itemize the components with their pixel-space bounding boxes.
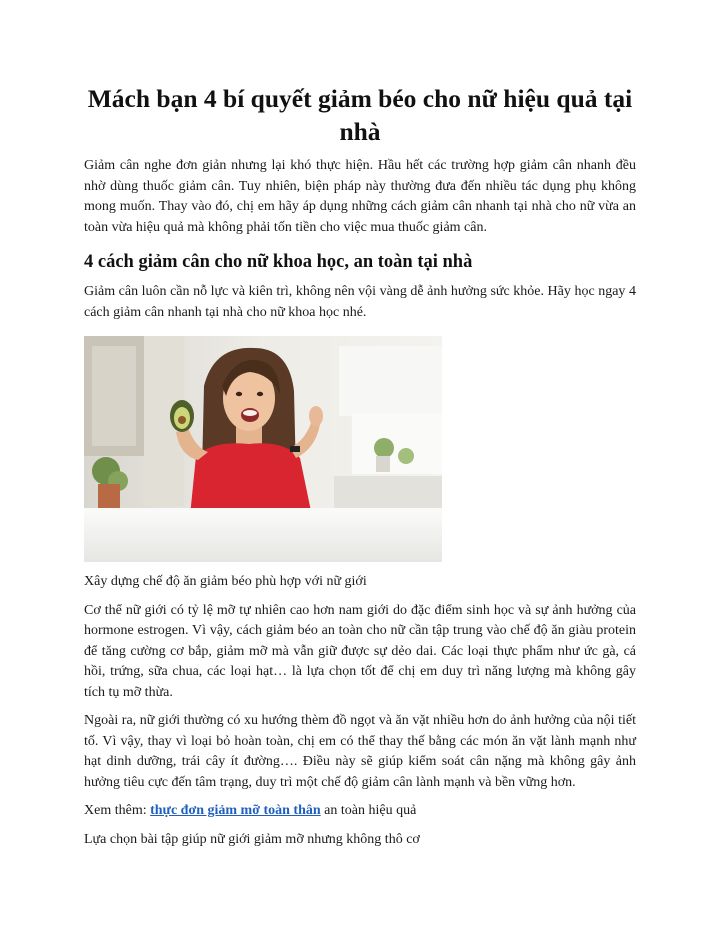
see-more-link[interactable]: thực đơn giảm mỡ toàn thân	[150, 803, 321, 818]
next-subheading: Lựa chọn bài tập giúp nữ giới giảm mỡ nhưng không thô cơ	[84, 831, 420, 847]
intro-paragraph: Giảm cân nghe đơn giản nhưng lại khó thực hiện. Hầu hết các trường hợp giảm cân nhanh đều nhờ dùng thuốc giảm cân. Tuy nhiên, biện pháp này thường đưa đến nhiều tác dụng phụ không mong muốn. Thay vào đó, chị em hãy áp dụng những cách giảm cân nhanh tại nhà cho nữ vừa an toàn vừa hiệu quả mà không phải tốn tiền cho việc mua thuốc giảm cân.	[84, 158, 636, 235]
page-title: Mách bạn 4 bí quyết giảm béo cho nữ hiệu quả tại nhà	[87, 84, 633, 146]
section-heading: 4 cách giảm cân cho nữ khoa học, an toàn tại nhà	[84, 252, 473, 272]
paragraph-2: Ngoài ra, nữ giới thường có xu hướng thèm đồ ngọt và ăn vặt nhiều hơn do ảnh hưởng của nội tiết tố. Vì vậy, thay vì loại bỏ hoàn toàn, chị em có thể thay thế bằng các món ăn vặt lành mạnh như hạt dinh dưỡng, trái cây ít đường…. Điều này sẽ giúp kiểm soát cân nặng mà không gây ảnh hưởng tiêu cực đến tâm trạng, duy trì một chế độ giảm cân lành mạnh và bền vững hơn.	[84, 713, 636, 790]
paragraph-1: Cơ thể nữ giới có tỷ lệ mỡ tự nhiên cao hơn nam giới do đặc điểm sinh học và sự ảnh hưởng của hormone estrogen. Vì vậy, cách giảm béo an toàn cho nữ cần tập trung vào chế độ ăn giàu protein để tăng cường cơ bắp, giảm mỡ mà vẫn giữ được sự dẻo dai. Các loại thực phẩm như ức gà, cá hồi, trứng, sữa chua, các loại hạt… là lựa chọn tốt để chị em duy trì năng lượng mà không gây tích tụ mỡ thừa.	[84, 602, 636, 700]
see-more-suffix: an toàn hiệu quả	[324, 803, 417, 818]
image-caption: Xây dựng chế độ ăn giảm béo phù hợp với nữ giới	[84, 574, 367, 589]
article-photo	[84, 336, 442, 562]
section-intro-paragraph: Giảm cân luôn cần nỗ lực và kiên trì, không nên vội vàng dễ ảnh hưởng sức khỏe. Hãy học ngay 4 cách giảm cân nhanh tại nhà cho nữ khoa học nhé.	[84, 284, 636, 320]
see-more-line	[84, 801, 636, 822]
article	[84, 82, 636, 850]
see-more-prefix: Xem thêm:	[84, 803, 147, 818]
